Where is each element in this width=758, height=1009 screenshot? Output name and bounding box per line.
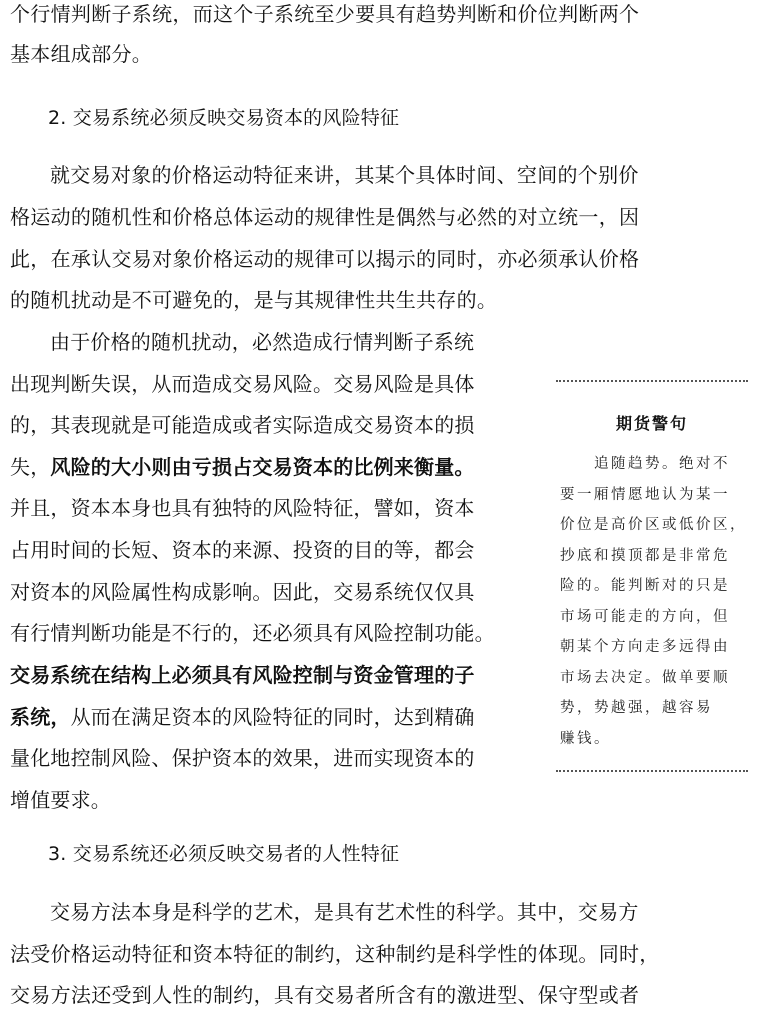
- aside-bottom-divider: [556, 770, 748, 772]
- body-text-line: 的，其表现就是可能造成或者实际造成交易资本的损: [10, 413, 475, 437]
- body-text-fragment: 失，: [10, 455, 51, 479]
- body-text-line: 有行情判断功能是不行的，还必须具有风险控制功能。: [10, 621, 495, 645]
- aside-text-line: 朝某个方向走多远得由: [560, 639, 730, 655]
- aside-text-line: 追随趋势。绝对不: [594, 456, 730, 472]
- body-text-line: 格运动的随机性和价格总体运动的规律性是偶然与必然的对立统一，因: [10, 205, 640, 229]
- body-text-line: 增值要求。: [10, 788, 111, 812]
- aside-title: 期货警句: [615, 414, 688, 433]
- body-text-line: 占用时间的长短、资本的来源、投资的目的等，都会: [10, 538, 475, 562]
- section-heading: 3. 交易系统还必须反映交易者的人性特征: [48, 843, 400, 865]
- body-text-line: 量化地控制风险、保护资本的效果，进而实现资本的: [10, 746, 475, 770]
- aside-text-line: 险的。能判断对的只是: [560, 578, 730, 594]
- body-text-line: 此，在承认交易对象价格运动的规律可以揭示的同时，亦必须承认价格: [10, 247, 640, 271]
- emphasis-text: 风险的大小则由亏损占交易资本的比例来衡量。: [50, 455, 475, 479]
- body-text-line: 出现判断失误，从而造成交易风险。交易风险是具体: [10, 372, 475, 396]
- aside-text-line: 市场去决定。做单要顺: [560, 670, 730, 686]
- aside-text-line: 势，势越强，越容易: [560, 700, 713, 716]
- emphasis-text: 系统，: [10, 705, 71, 729]
- body-text-line: 的随机扰动是不可避免的，是与其规律性共生共存的。: [10, 288, 498, 312]
- aside-text-line: 抄底和摸顶都是非常危: [560, 548, 730, 564]
- body-text-line: 由于价格的随机扰动，必然造成行情判断子系统: [50, 330, 475, 354]
- emphasis-text: 交易系统在结构上必须具有风险控制与资金管理的子: [10, 663, 475, 687]
- body-text-line: 交易方法还受到人性的制约，具有交易者所含有的激进型、保守型或者: [10, 983, 640, 1007]
- body-text-line: 对资本的风险属性构成影响。因此，交易系统仅仅具: [10, 580, 475, 604]
- body-text-line: 并且，资本本身也具有独特的风险特征，譬如，资本: [10, 496, 475, 520]
- aside-text-line: 市场可能走的方向，但: [560, 609, 730, 625]
- body-text-fragment: 从而在满足资本的风险特征的同时，达到精确: [70, 705, 475, 729]
- body-text-line: 就交易对象的价格运动特征来讲，其某个具体时间、空间的个别价: [50, 163, 639, 187]
- body-text-line: 法受价格运动特征和资本特征的制约，这种制约是科学性的体现。同时，: [10, 942, 660, 966]
- body-text-line: 个行情判断子系统，而这个子系统至少要具有趋势判断和价位判断两个: [10, 2, 640, 26]
- body-text-line: [10, 455, 475, 479]
- aside-text-line: 赚钱。: [560, 731, 611, 747]
- section-heading: 2. 交易系统必须反映交易资本的风险特征: [48, 107, 400, 129]
- body-text-line: [10, 705, 475, 729]
- aside-text-line: 价位是高价区或低价区，: [560, 517, 747, 533]
- aside-top-divider: [556, 380, 748, 382]
- body-text-line: 交易方法本身是科学的艺术，是具有艺术性的科学。其中，交易方: [50, 900, 639, 924]
- aside-text-line: 要一厢情愿地认为某一: [560, 487, 730, 503]
- body-text-line: 基本组成部分。: [10, 42, 153, 66]
